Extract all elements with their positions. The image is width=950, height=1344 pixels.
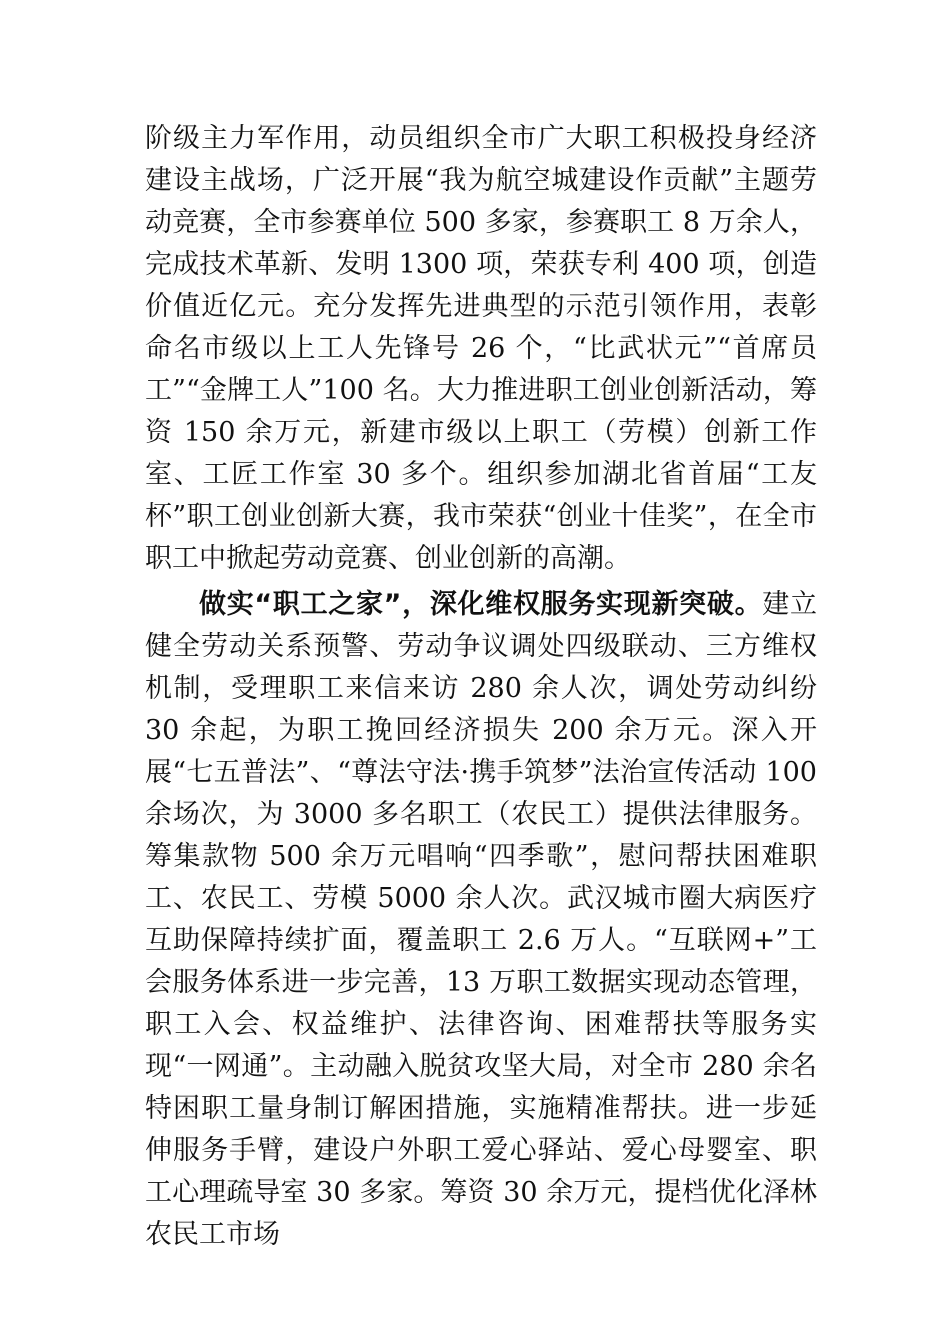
paragraph-rights-service — [145, 584, 817, 1256]
paragraph-body-text: 建立健全劳动关系预警、劳动争议调处四级联动、三方维权机制，受理职工来信来访 280 余人次，调处劳动纠纷 30 余起，为职工挽回经济损失 200 余万元。深入开展“七五普法”、“尊法守法·携手筑梦”法治宣传活动 100 余场次，为 3000 多名职工（农民工）提供法律服务。筹集款物 500 余万元唱响“四季歌”，慰问帮扶困难职工、农民工、劳模 5000 余人次。武汉城市圈大病医疗互助保障持续扩面，覆盖职工 2.6 万人。“互联网+”工会服务体系进一步完善，13 万职工数据实现动态管理，职工入会、权益维护、法律咨询、困难帮扶等服务实现“一网通”。主动融入脱贫攻坚大局，对全市 280 余名特困职工量身制订解困措施，实施精准帮扶。进一步延伸服务手臂，建设户外职工爱心驿站、爱心母婴室、职工心理疏导室 30 多家。筹资 30 余万元，提档优化泽林农民工市场 — [145, 589, 818, 1250]
paragraph-labor-competition: 阶级主力军作用，动员组织全市广大职工积极投身经济建设主战场，广泛开展“我为航空城建设作贡献”主题劳动竞赛，全市参赛单位 500 多家，参赛职工 8 万余人，完成技术革新、发明 1300 项，荣获专利 400 项，创造价值近亿元。充分发挥先进典型的示范引领作用，表彰命名市级以上工人先锋号 26 个，“比武状元”“首席员工”“金牌工人”100 名。大力推进职工创业创新活动，筹资 150 余万元，新建市级以上职工（劳模）创新工作室、工匠工作室 30 多个。组织参加湖北省首届“工友杯”职工创业创新大赛，我市荣获“创业十佳奖”，在全市职工中掀起劳动竞赛、创业创新的高潮。 — [145, 123, 817, 574]
document-body — [145, 118, 817, 1256]
paragraph-lead-heading: 做实“职工之家”，深化维权服务实现新突破。 — [199, 589, 763, 620]
